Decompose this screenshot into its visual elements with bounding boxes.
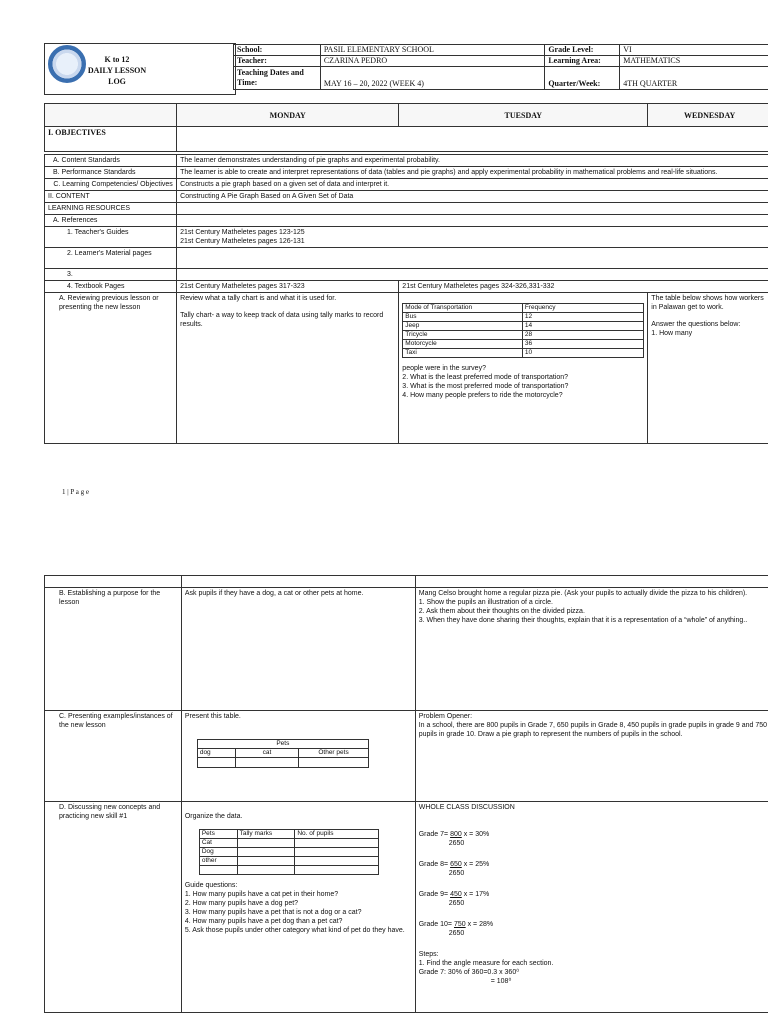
organize-blank [295,866,378,875]
review-wed-line3: 1. How many [651,330,693,337]
discussing-label: D. Discussing new concepts and practicing new skill #1 [45,802,182,1013]
learners-material-label: 2. Learner's Material pages [45,248,177,269]
purpose-monday: Ask pupils if they have a dog, a cat or other pets at home. [181,588,415,711]
textbook-tuesday: 21st Century Matheletes pages 324-326,331-332 [399,281,768,293]
grade9-formula [419,890,768,908]
performance-standards-label: B. Performance Standards [45,167,177,179]
area-label: Learning Area: [545,56,620,67]
guide-title: Guide questions: [184,882,238,889]
performance-standards-text: The learner is able to create and interpret representations of data (tables and pie graphs) and apply experimental probability in mathematical problems and real-life situations. [177,167,768,179]
day-monday: MONDAY [177,104,399,127]
guide-q: 4. How many pupils have a pet dog than a pet cat? [184,918,343,925]
grade-rest: x = 28% [467,921,494,928]
day-wednesday: WEDNESDAY [648,104,768,127]
reviewing-monday [177,293,399,444]
tg-line1: 21st Century Matheletes pages 123-125 [180,229,305,236]
teachers-guides-label: 1. Teacher's Guides [45,227,177,248]
grade-den: 2650 [448,930,465,937]
organize-text: Organize the data. [184,813,243,820]
review-wed-line2: Answer the questions below: [651,321,741,328]
transport-cell: 10 [522,349,643,358]
grade-num: 650 [450,861,462,868]
textbook-monday: 21st Century Matheletes pages 317-323 [177,281,399,293]
dates-label: Teaching Dates and Time: [234,67,321,90]
guide-q: 2. How many pupils have a dog pet? [184,900,299,907]
resources-label: LEARNING RESOURCES [45,203,177,215]
reviewing-wednesday [648,293,768,444]
grade-label: Grade 8= [418,861,449,868]
objectives-heading: I. OBJECTIVES [45,127,177,152]
teachers-guides-text [177,227,768,248]
transport-cell: 12 [522,313,643,322]
organize-blank [237,848,295,857]
lesson-table-page1 [44,103,768,444]
objectives-cell [177,127,768,152]
purpose-line: 1. Show the pupils an illustration of a circle. [418,599,553,606]
dates-value: MAY 16 – 20, 2022 (WEEK 4) [320,67,544,90]
lesson-table-page2 [44,575,768,1013]
presenting-monday [181,711,415,802]
quarter-label: Quarter/Week: [545,67,620,90]
organize-blank [237,839,295,848]
grade-num: 450 [450,891,462,898]
grade7-formula [419,830,768,848]
pets-table [197,739,369,768]
review-q4: 4. How many people prefers to ride the motorcycle? [402,392,563,399]
area-value: MATHEMATICS [620,56,768,67]
p2-top-blank [415,576,768,588]
present-mon-text: Present this table. [184,713,241,720]
content-standards-label: A. Content Standards [45,155,177,167]
references-label: A. References [45,215,177,227]
pets-col: dog [197,749,235,758]
transport-cell: Taxi [403,349,523,358]
grade-den: 2650 [448,900,465,907]
pets-col: Other pets [299,749,369,758]
p2-top-blank [181,576,415,588]
organize-header: Tally marks [237,830,295,839]
purpose-line: 2. Ask them about their thoughts on the divided pizza. [418,608,585,615]
pets-title: Pets [197,740,368,749]
transport-cell: 28 [522,331,643,340]
problem-opener-text: In a school, there are 800 pupils in Grade 7, 650 pupils in Grade 8, 450 pupils in grade pupils in grade 9 and 750 pupils in grade 10. Draw a pie graph to represent the numbers of pupils in the school. [418,722,768,738]
steps-title: Steps: [418,951,439,958]
organize-row-label: Cat [199,839,237,848]
grade-num: 800 [450,831,462,838]
grade10-formula [419,920,768,938]
organize-table [199,829,379,875]
transport-header-freq: Frequency [522,304,643,313]
problem-opener-title: Problem Opener: [418,713,473,720]
step1b: Grade 7: 30% of 360=0.3 x 360⁰ [418,969,520,976]
transport-cell: Motorcycle [403,340,523,349]
pets-col: cat [235,749,299,758]
organize-header: No. of pupils [295,830,378,839]
presenting-tuesday [415,711,768,802]
transport-cell: 36 [522,340,643,349]
item-3-cell [177,269,768,281]
grade-label: Grade Level: [545,45,620,56]
grade-num: 750 [453,921,466,928]
organize-blank [237,857,295,866]
content-standards-text: The learner demonstrates understanding of pie graphs and experimental probability. [177,155,768,167]
organize-blank [237,866,295,875]
pets-blank [235,758,299,768]
purpose-label: B. Establishing a purpose for the lesson [45,588,182,711]
learners-material-cell [177,248,768,269]
tg-line2: 21st Century Matheletes pages 126-131 [180,238,305,245]
grade-value: VI [620,45,768,56]
resources-cell [177,203,768,215]
review-q3: 3. What is the most preferred mode of transportation? [402,383,569,390]
presenting-label: C. Presenting examples/instances of the new lesson [45,711,182,802]
item-3-label: 3. [45,269,177,281]
organize-blank [295,857,378,866]
header-table [233,44,768,90]
transport-header-mode: Mode of Transportation [403,304,523,313]
transport-cell: Bus [403,313,523,322]
grade-label: Grade 9= [418,891,449,898]
grade-den: 2650 [448,840,465,847]
organize-row-label: other [199,857,237,866]
review-q1: people were in the survey? [402,365,486,372]
references-cell [177,215,768,227]
transport-cell: 14 [522,322,643,331]
organize-header: Pets [199,830,237,839]
reviewing-tuesday [399,293,648,444]
grade-rest: x = 30% [463,831,490,838]
transport-cell: Tricycle [403,331,523,340]
discussing-tuesday [415,802,768,1013]
grade8-formula [419,860,768,878]
content-text: Constructing A Pie Graph Based on A Given Set of Data [177,191,768,203]
transport-table [402,303,644,358]
purpose-line: 3. When they have done sharing their thoughts, explain that it is a representation of a “whole” of anything.. [418,617,748,624]
step1c: = 108⁰ [490,978,512,985]
step1: 1. Find the angle measure for each section. [418,960,554,967]
review-mon-line1: Review what a tally chart is and what it is used for. [180,295,337,302]
dll-title-line1: K to 12 [104,55,130,64]
review-mon-line2: Tally chart- a way to keep track of data using tally marks to record results. [180,312,384,328]
content-label: II. CONTENT [45,191,177,203]
quarter-value: 4TH QUARTER [620,67,768,90]
purpose-tuesday [415,588,768,711]
reviewing-label: A. Reviewing previous lesson or presenting the new lesson [45,293,177,444]
discussion-title: WHOLE CLASS DISCUSSION [418,804,515,811]
review-q2: 2. What is the least preferred mode of transportation? [402,374,569,381]
competencies-text: Constructs a pie graph based on a given set of data and interpret it. [177,179,768,191]
guide-q: 3. How many pupils have a pet that is not a dog or a cat? [184,909,362,916]
pets-blank [299,758,369,768]
blank-corner [45,104,177,127]
organize-row-label [199,866,237,875]
competencies-label: C. Learning Competencies/ Objectives [45,179,177,191]
transport-cell: Jeep [403,322,523,331]
purpose-line: Mang Celso brought home a regular pizza pie. (Ask your pupils to actually divide the pizza to his children). [418,590,748,597]
textbook-pages-label: 4. Textbook Pages [45,281,177,293]
organize-blank [295,839,378,848]
pets-blank [197,758,235,768]
grade-rest: x = 17% [463,891,490,898]
grade-label: Grade 7= [418,831,449,838]
guide-q: 5. Ask those pupils under other category what kind of pet do they have. [184,927,405,934]
review-wed-line1: The table below shows how workers in Palawan get to work. [651,295,764,311]
organize-row-label: Dog [199,848,237,857]
p2-top-blank [45,576,182,588]
page-number: 1 | P a g e [62,488,89,496]
grade-rest: x = 25% [463,861,490,868]
day-tuesday: TUESDAY [399,104,648,127]
title-box [44,43,236,95]
school-value: PASIL ELEMENTARY SCHOOL [320,45,544,56]
teacher-value: CZARINA PEDRO [320,56,544,67]
dll-title-line2: DAILY LESSON LOG [87,66,147,86]
grade-den: 2650 [448,870,465,877]
guide-q: 1. How many pupils have a cat pet in their home? [184,891,339,898]
organize-blank [295,848,378,857]
teacher-label: Teacher: [234,56,321,67]
discussing-monday [181,802,415,1013]
grade-label: Grade 10= [418,921,453,928]
school-label: School: [234,45,321,56]
